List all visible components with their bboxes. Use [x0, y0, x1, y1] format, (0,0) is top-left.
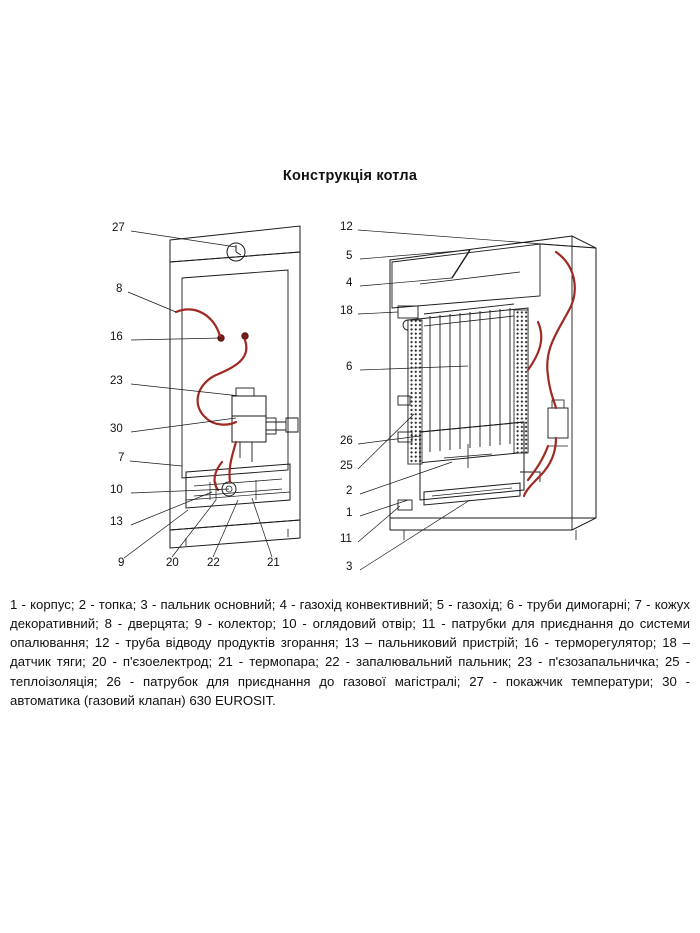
right-view-callout-labels: [340, 221, 353, 573]
left-view-boiler: [170, 226, 300, 548]
callout-8: 8: [116, 283, 123, 295]
legend-block: [10, 595, 690, 710]
callout-22: 22: [207, 557, 220, 569]
callout-10: 10: [110, 484, 123, 496]
right-view-gas-hose: [524, 252, 575, 496]
callout-12: 12: [340, 221, 353, 233]
callout-7: 7: [118, 452, 125, 464]
callout-30: 30: [110, 423, 123, 435]
callout-6: 6: [346, 361, 353, 373]
callout-3: 3: [346, 561, 353, 573]
callout-20: 20: [166, 557, 179, 569]
callout-23: 23: [110, 375, 123, 387]
boiler-construction-figure: [0, 200, 700, 580]
callout-21: 21: [267, 557, 280, 569]
callout-4: 4: [346, 277, 353, 289]
page-title: Конструкція котла: [282, 168, 418, 184]
callout-5: 5: [346, 250, 353, 262]
left-view-gas-hose: [176, 309, 246, 490]
callout-2: 2: [346, 485, 353, 497]
callout-27: 27: [112, 222, 125, 234]
callout-26: 26: [340, 435, 353, 447]
right-view-boiler-section: [390, 236, 596, 540]
callout-13: 13: [110, 516, 123, 528]
callout-25: 25: [340, 460, 353, 472]
callout-16: 16: [110, 331, 123, 343]
callout-11: 11: [340, 533, 352, 545]
callout-1: 1: [346, 507, 353, 519]
legend-text: 1 - корпус; 2 - топка; 3 - пальник основний; 4 - газохід конвективний; 5 - газохід; 6 - труби димогарні; 7 - кожух декоративний; 8 - дверцята; 9 - колектор; 10 - оглядовий отвір; 11 - патрубки для приєднання до системи опалювання; 12 - труба відводу продуктів згорання; 13 – пальниковий пристрій; 16 - терморегулятор; 18 – датчик тяги; 20 - п'єзоелектрод; 21 - термопара; 22 - запалювальний пальник; 23 - п'єзозапальничка; 25 - теплоізоляція; 26 - патрубок для приєднання до газової магістралі; 27 - покажчик температури; 30 - автоматика (газовий клапан) 630 EUROSIT.: [10, 597, 690, 708]
callout-9: 9: [118, 557, 125, 569]
callout-18: 18: [340, 305, 353, 317]
